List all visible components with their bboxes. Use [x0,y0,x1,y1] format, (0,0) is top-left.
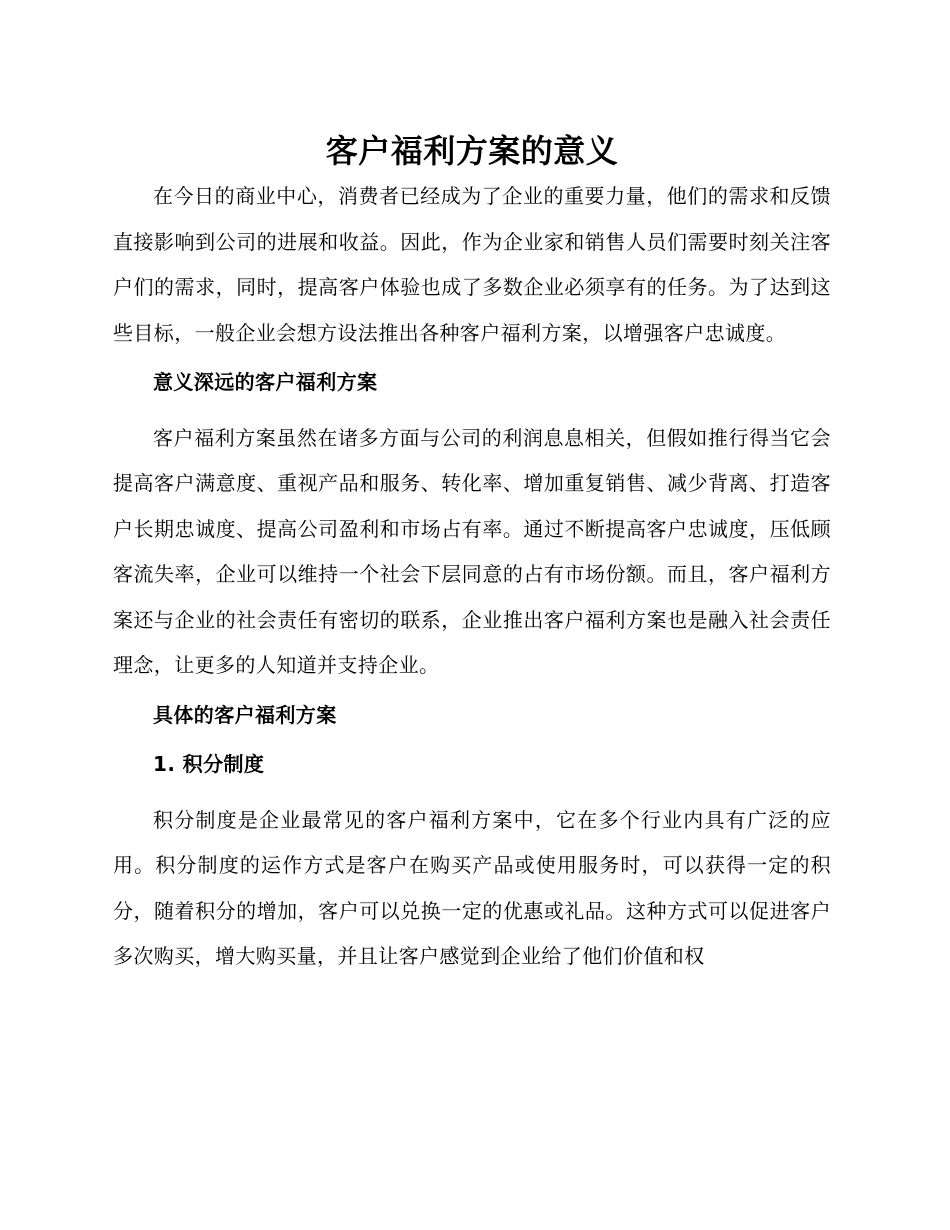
intro-paragraph: 在今日的商业中心，消费者已经成为了企业的重要力量，他们的需求和反馈直接影响到公司的进展和收益。因此，作为企业家和销售人员们需要时刻关注客户们的需求，同时，提高客户体验也成了多数企业必须享有的任务。为了达到这些目标，一般企业会想方设法推出各种客户福利方案，以增强客户忠诚度。 [113,184,831,345]
section-heading-specific-plans: 具体的客户福利方案 [153,702,337,727]
spacer [113,406,831,416]
section-heading-significance: 意义深远的客户福利方案 [153,370,378,394]
points-system-paragraph: 积分制度是企业最常见的客户福利方案中，它在多个行业内具有广泛的应用。积分制度的运作方式是客户在购买产品或使用服务时，可以获得一定的积分，随着积分的增加，客户可以兑换一定的优惠或礼品。这种方式可以促进客户多次购买，增大购买量，并且让客户感觉到企业给了他们价值和权 [113,807,831,968]
spacer [113,788,831,798]
significance-paragraph: 客户福利方案虽然在诸多方面与公司的利润息息相关，但假如推行得当它会提高客户满意度、重视产品和服务、转化率、增加重复销售、减少背离、打造客户长期忠诚度、提高公司盈利和市场占有率。通过不断提高客户忠诚度，压低顾客流失率，企业可以维持一个社会下层同意的占有市场份额。而且，客户福利方案还与企业的社会责任有密切的联系，企业推出客户福利方案也是融入社会责任理念，让更多的人知道并支持企业。 [113,425,831,677]
document-page [113,128,831,980]
subheading-points-system: 1. 积分制度 [153,752,265,776]
document-title: 客户福利方案的意义 [325,132,619,170]
